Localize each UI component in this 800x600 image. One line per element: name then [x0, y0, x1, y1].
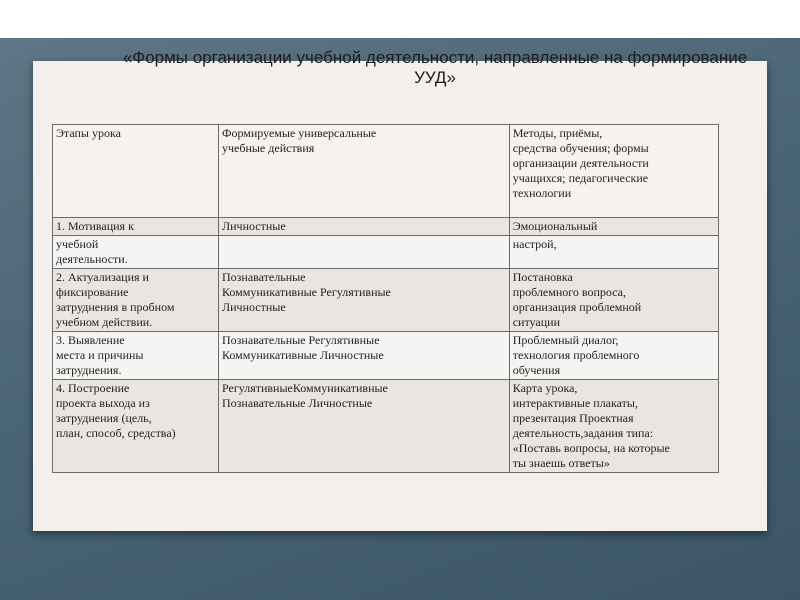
- cell-stage: 3. Выявление места и причины затруднения.: [53, 332, 219, 380]
- header-stages: Этапы урока: [53, 125, 219, 218]
- cell-uud: Познавательные Коммуникативные Регулятивные Личностные: [218, 269, 509, 332]
- uud-table: [52, 124, 719, 473]
- table-row: [53, 236, 719, 269]
- cell-stage: 1. Мотивация к: [53, 218, 219, 236]
- table-header-row: [53, 125, 719, 218]
- cell-methods: Эмоциональный: [509, 218, 718, 236]
- cell-stage: учебной деятельности.: [53, 236, 219, 269]
- cell-methods: Проблемный диалог, технология проблемного обучения: [509, 332, 718, 380]
- header-methods: Методы, приёмы, средства обучения; формы организации деятельности учащихся; педагогические технологии: [509, 125, 718, 218]
- slide-title: «Формы организации учебной деятельности, направленные на формирование УУД»: [122, 48, 748, 87]
- cell-uud: [218, 236, 509, 269]
- table-row: [53, 218, 719, 236]
- table-row: [53, 332, 719, 380]
- cell-methods: настрой,: [509, 236, 718, 269]
- cell-stage: 2. Актуализация и фиксирование затруднения в пробном учебном действии.: [53, 269, 219, 332]
- table-row: [53, 269, 719, 332]
- cell-uud: Познавательные Регулятивные Коммуникативные Личностные: [218, 332, 509, 380]
- cell-uud: Личностные: [218, 218, 509, 236]
- cell-methods: Карта урока, интерактивные плакаты, презентация Проектная деятельность,задания типа: «Поставь вопросы, на которые ты знаешь ответы»: [509, 380, 718, 473]
- cell-uud: РегулятивныеКоммуникативные Познавательные Личностные: [218, 380, 509, 473]
- table-row: [53, 380, 719, 473]
- cell-stage: 4. Построение проекта выхода из затруднения (цель, план, способ, средства): [53, 380, 219, 473]
- header-uud: Формируемые универсальные учебные действия: [218, 125, 509, 218]
- cell-methods: Постановка проблемного вопроса, организация проблемной ситуации: [509, 269, 718, 332]
